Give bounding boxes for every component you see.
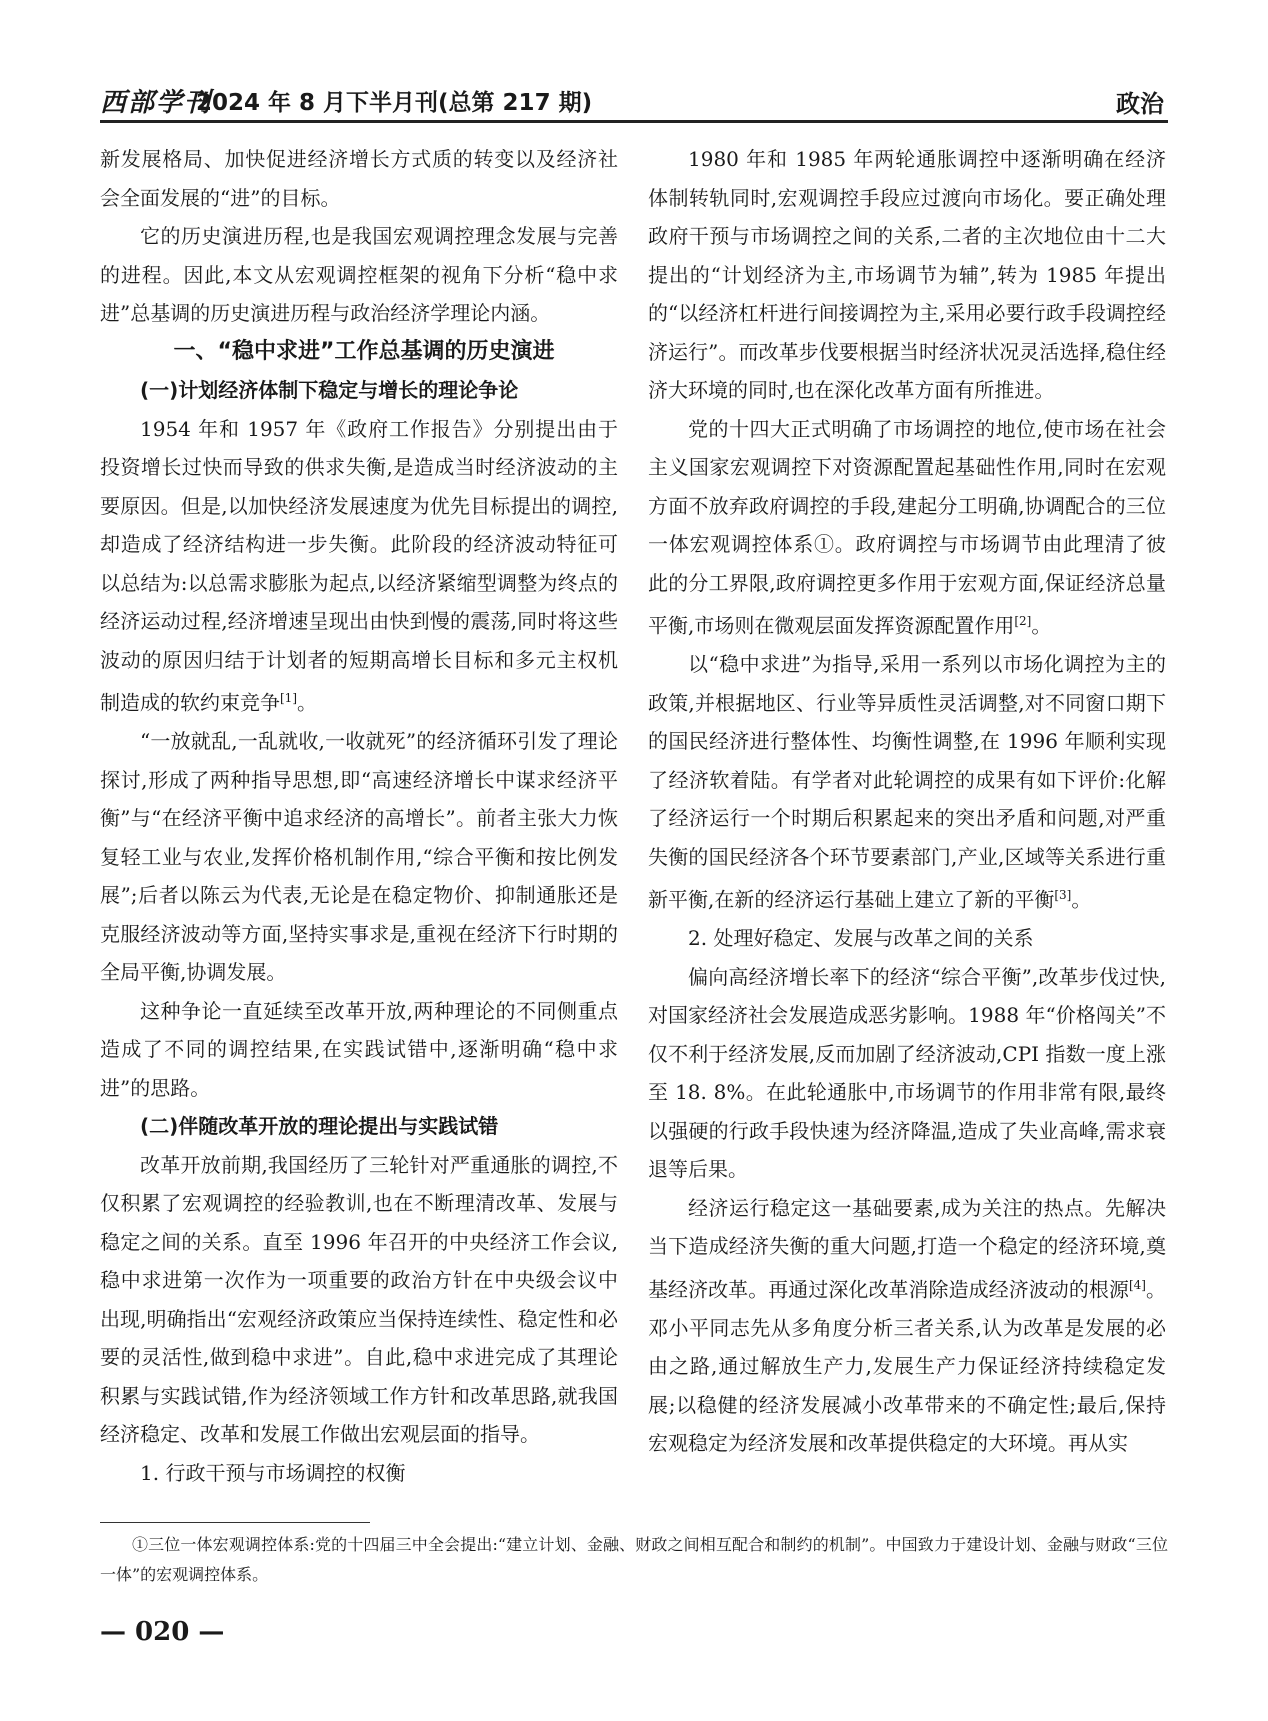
paragraph: 改革开放前期,我国经历了三轮针对严重通胀的调控,不仅积累了宏观调控的经验教训,也在不断理清改革、发展与稳定之间的关系。直至 1996 年召开的中央经济工作会议,稳中求进第一次作为一项重要的政治方针在中央级会议中出现,明确指出“宏观经济政策应当保持连续性、稳定性和必要的灵活性,做到稳中求进”。自此,稳中求进完成了其理论积累与实践试错,作为经济领域工作方针和改革思路,就我国经济稳定、改革和发展工作做出宏观层面的指导。 (100, 1152, 618, 1447)
section-name: 政治 (1116, 90, 1164, 118)
citation-ref[interactable]: [3] (1054, 888, 1072, 903)
sub-subsection-heading: 2. 处理好稳定、发展与改革之间的关系 (688, 926, 1034, 951)
sub-subsection-heading: 1. 行政干预与市场调控的权衡 (140, 1460, 406, 1485)
section-heading: 一、“稳中求进”工作总基调的历史演进 (173, 338, 555, 364)
right-column (648, 140, 1166, 1463)
citation-ref[interactable]: [4] (1128, 1277, 1146, 1292)
page-header (100, 82, 1168, 123)
paragraph-text: 党的十四大正式明确了市场调控的地位,使市场在社会主义国家宏观调控下对资源配置起基础性作用,同时在宏观方面不放弃政府调控的手段,建起分工明确,协调配合的三位一体宏观调控体系①。政府调控与市场调节由此理清了彼此的分工界限,政府调控更多作用于宏观方面,保证经济总量平衡,市场则在微观层面发挥资源配置作用 (648, 416, 1166, 638)
paragraph: 这种争论一直延续至改革开放,两种理论的不同侧重点造成了不同的调控结果,在实践试错中,逐渐明确“稳中求进”的思路。 (100, 998, 618, 1100)
paragraph (648, 1189, 1166, 1463)
paragraph-end: 。 (1031, 613, 1052, 638)
paragraph-text: 经济运行稳定这一基础要素,成为关注的热点。先解决当下造成经济失衡的重大问题,打造一个稳定的经济环境,奠基经济改革。再通过深化改革消除造成经济波动的根源 (648, 1195, 1166, 1302)
left-column (100, 140, 618, 1492)
paragraph-end: 。 (1071, 887, 1092, 912)
subsection-heading: (一)计划经济体制下稳定与增长的理论争论 (140, 378, 519, 402)
paragraph: “一放就乱,一乱就收,一收就死”的经济循环引发了理论探讨,形成了两种指导思想,即“高速经济增长中谋求经济平衡”与“在经济平衡中追求经济的高增长”。前者主张大力恢复轻工业与农业,发挥价格机制作用,“综合平衡和按比例发展”;后者以陈云为代表,无论是在稳定物价、抑制通胀还是克服经济波动等方面,坚持实事求是,重视在经济下行时期的全局平衡,协调发展。 (100, 729, 618, 985)
paragraph-end: 。 (297, 690, 317, 715)
paragraph-end: 。邓小平同志先从多角度分析三者关系,认为改革是发展的必由之路,通过解放生产力,发展生产力保证经济持续稳定发展;以稳健的经济发展减小改革带来的不确定性;最后,保持宏观稳定为经济发展和改革提供稳定的大环境。再从实 (648, 1277, 1167, 1456)
paragraph-text: 1954 年和 1957 年《政府工作报告》分别提出由于投资增长过快而导致的供求失衡,是造成当时经济波动的主要原因。但是,以加快经济发展速度为优先目标提出的调控,却造成了经济结构进一步失衡。此阶段的经济波动特征可以总结为:以总需求膨胀为起点,以经济紧缩型调整为终点的经济运动过程,经济增速呈现出由快到慢的震荡,同时将这些波动的原因归结于计划者的短期高增长目标和多元主权机制造成的软约束竞争 (100, 416, 618, 715)
paragraph-text: 以“稳中求进”为指导,采用一系列以市场化调控为主的政策,并根据地区、行业等异质性灵活调整,对不同窗口期下的国民经济进行整体性、均衡性调整,在 1996 年顺利实现了经济软着陆。有学者对此轮调控的成果有如下评价:化解了经济运行一个时期后积累起来的突出矛盾和问题,对严重失衡的国民经济各个环节要素部门,产业,区域等关系进行重新平衡,在新的经济运行基础上建立了新的平衡 (648, 652, 1166, 912)
journal-logo: 西部学刊 (100, 88, 213, 118)
footnote: ①三位一体宏观调控体系:党的十四届三中全会提出:“建立计划、金融、财政之间相互配合和制约的机制”。中国致力于建设计划、金融与财政“三位一体”的宏观调控体系。 (100, 1535, 1168, 1584)
paragraph: 它的历史演进历程,也是我国宏观调控理念发展与完善的进程。因此,本文从宏观调控框架的视角下分析“稳中求进”总基调的历史演进历程与政治经济学理论内涵。 (100, 224, 618, 325)
paragraph: 1980 年和 1985 年两轮通胀调控中逐渐明确在经济体制转轨同时,宏观调控手段应过渡向市场化。要正确处理政府干预与市场调控之间的关系,二者的主次地位由十二大提出的“计划经济为主,市场调节为辅”,转为 1985 年提出的“以经济杠杆进行间接调控为主,采用必要行政手段调控经济运行”。而改革步伐要根据当时经济状况灵活选择,稳住经济大环境的同时,也在深化改革方面有所推进。 (648, 147, 1166, 402)
page-number: — 020 — (100, 1617, 225, 1647)
paragraph (648, 410, 1166, 646)
footnote-divider (100, 1522, 370, 1523)
paragraph: 新发展格局、加快促进经济增长方式质的转变以及经济社会全面发展的“进”的目标。 (100, 147, 618, 210)
issue-info: 2024 年 8 月下半月刊(总第 217 期) (196, 90, 593, 116)
citation-ref[interactable]: [1] (280, 691, 297, 705)
paragraph: 偏向高经济增长率下的经济“综合平衡”,改革步伐过快,对国家经济社会发展造成恶劣影响。1988 年“价格闯关”不仅不利于经济发展,反而加剧了经济波动,CPI 指数一度上涨至 18. 8%。在此轮通胀中,市场调节的作用非常有限,最终以强硬的行政手段快速为经济降温,造成了失业高峰,需求衰退等后果。 (648, 964, 1166, 1182)
paragraph (100, 410, 618, 723)
subsection-heading: (二)伴随改革开放的理论提出与实践试错 (140, 1114, 499, 1139)
paragraph (648, 645, 1166, 919)
citation-ref[interactable]: [2] (1014, 614, 1032, 628)
